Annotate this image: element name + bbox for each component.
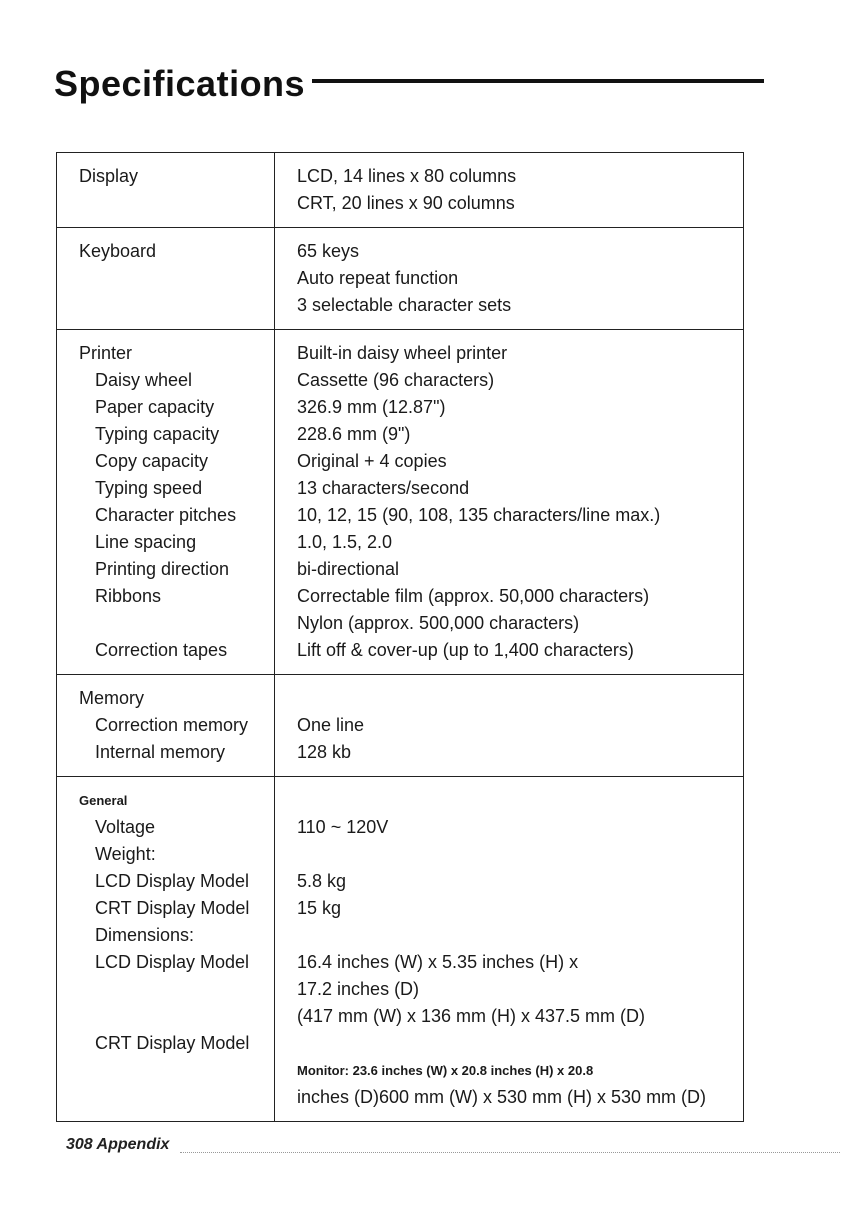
spec-sublabel: Paper capacity [95, 397, 215, 417]
spec-value: inches (D)600 mm (W) x 530 mm (H) x 530 mm (D) [297, 1087, 707, 1107]
spec-value: 5.8 kg [297, 871, 347, 891]
spec-value: Auto repeat function [297, 268, 459, 288]
spec-label-cell [57, 228, 275, 329]
spec-sublabel: LCD Display Model [95, 871, 250, 891]
spec-value: 65 keys [297, 241, 360, 261]
page-title: Specifications [54, 63, 306, 104]
spec-sublabel [79, 1003, 274, 1030]
spec-row-general [57, 776, 743, 1121]
spec-label-cell [57, 675, 275, 776]
spec-sublabel: Voltage [95, 817, 156, 837]
spec-sublabel [79, 610, 274, 637]
spec-row-display [57, 153, 743, 227]
spec-sublabel: Copy capacity [95, 451, 209, 471]
spec-value: LCD, 14 lines x 80 columns [297, 166, 517, 186]
footer-rule [180, 1152, 840, 1153]
spec-value-cell [275, 153, 743, 227]
spec-sublabel: CRT Display Model [95, 1033, 250, 1053]
spec-row-memory [57, 674, 743, 776]
spec-value: bi-directional [297, 559, 400, 579]
spec-label: Keyboard [79, 241, 157, 261]
spec-value [297, 685, 743, 712]
spec-sublabel: Correction tapes [95, 640, 228, 660]
spec-value: 3 selectable character sets [297, 295, 512, 315]
page-footer: 308 Appendix [66, 1136, 170, 1153]
spec-label: Display [79, 166, 139, 186]
spec-sublabel [79, 1084, 274, 1111]
spec-label: Memory [79, 688, 145, 708]
spec-label: General [79, 793, 128, 808]
spec-sublabel: Daisy wheel [95, 370, 193, 390]
spec-sublabel: Typing capacity [95, 424, 220, 444]
spec-value-cell [275, 330, 743, 674]
spec-label-cell [57, 777, 275, 1121]
spec-value: 326.9 mm (12.87") [297, 397, 446, 417]
title-rule [312, 79, 764, 83]
spec-sublabel: Typing speed [95, 478, 203, 498]
spec-value [297, 787, 743, 814]
spec-label: Printer [79, 343, 133, 363]
spec-value: 15 kg [297, 898, 342, 918]
spec-value: 128 kb [297, 742, 352, 762]
spec-sublabel: Ribbons [95, 586, 162, 606]
spec-value: Correctable film (approx. 50,000 characters) [297, 586, 650, 606]
spec-sublabel [79, 976, 274, 1003]
spec-value [297, 1030, 743, 1057]
spec-value [297, 841, 743, 868]
spec-row-printer [57, 329, 743, 674]
spec-value: 10, 12, 15 (90, 108, 135 characters/line max.) [297, 505, 661, 525]
spec-value: 13 characters/second [297, 478, 470, 498]
spec-value: 1.0, 1.5, 2.0 [297, 532, 393, 552]
spec-row-keyboard [57, 227, 743, 329]
spec-value-cell [275, 777, 743, 1121]
spec-value: Original + 4 copies [297, 451, 447, 471]
spec-value: (417 mm (W) x 136 mm (H) x 437.5 mm (D) [297, 1006, 646, 1026]
spec-sublabel: CRT Display Model [95, 898, 250, 918]
spec-label-cell [57, 330, 275, 674]
spec-value: CRT, 20 lines x 90 columns [297, 193, 515, 213]
spec-value: Cassette (96 characters) [297, 370, 495, 390]
spec-sublabel: Printing direction [95, 559, 230, 579]
spec-value: 17.2 inches (D) [297, 979, 420, 999]
spec-value: Monitor: 23.6 inches (W) x 20.8 inches (H) x 20.8 [297, 1063, 594, 1078]
spec-value-cell [275, 228, 743, 329]
spec-value [297, 922, 743, 949]
spec-sublabel: Internal memory [95, 742, 226, 762]
spec-value-cell [275, 675, 743, 776]
spec-value: Nylon (approx. 500,000 characters) [297, 613, 580, 633]
spec-sublabel: Character pitches [95, 505, 237, 525]
spec-sublabel: Weight: [95, 844, 156, 864]
spec-sublabel: Dimensions: [95, 925, 195, 945]
spec-value: Lift off & cover-up (up to 1,400 characters) [297, 640, 634, 660]
spec-value: 16.4 inches (W) x 5.35 inches (H) x [297, 952, 579, 972]
spec-sublabel: LCD Display Model [95, 952, 250, 972]
spec-sublabel: Line spacing [95, 532, 197, 552]
spec-sublabel [79, 1057, 274, 1084]
spec-label-cell [57, 153, 275, 227]
specifications-table [56, 152, 744, 1122]
spec-value: One line [297, 715, 365, 735]
spec-value: Built-in daisy wheel printer [297, 343, 508, 363]
spec-value: 228.6 mm (9") [297, 424, 411, 444]
spec-value: 110 ~ 120V [297, 817, 389, 837]
spec-sublabel: Correction memory [95, 715, 249, 735]
